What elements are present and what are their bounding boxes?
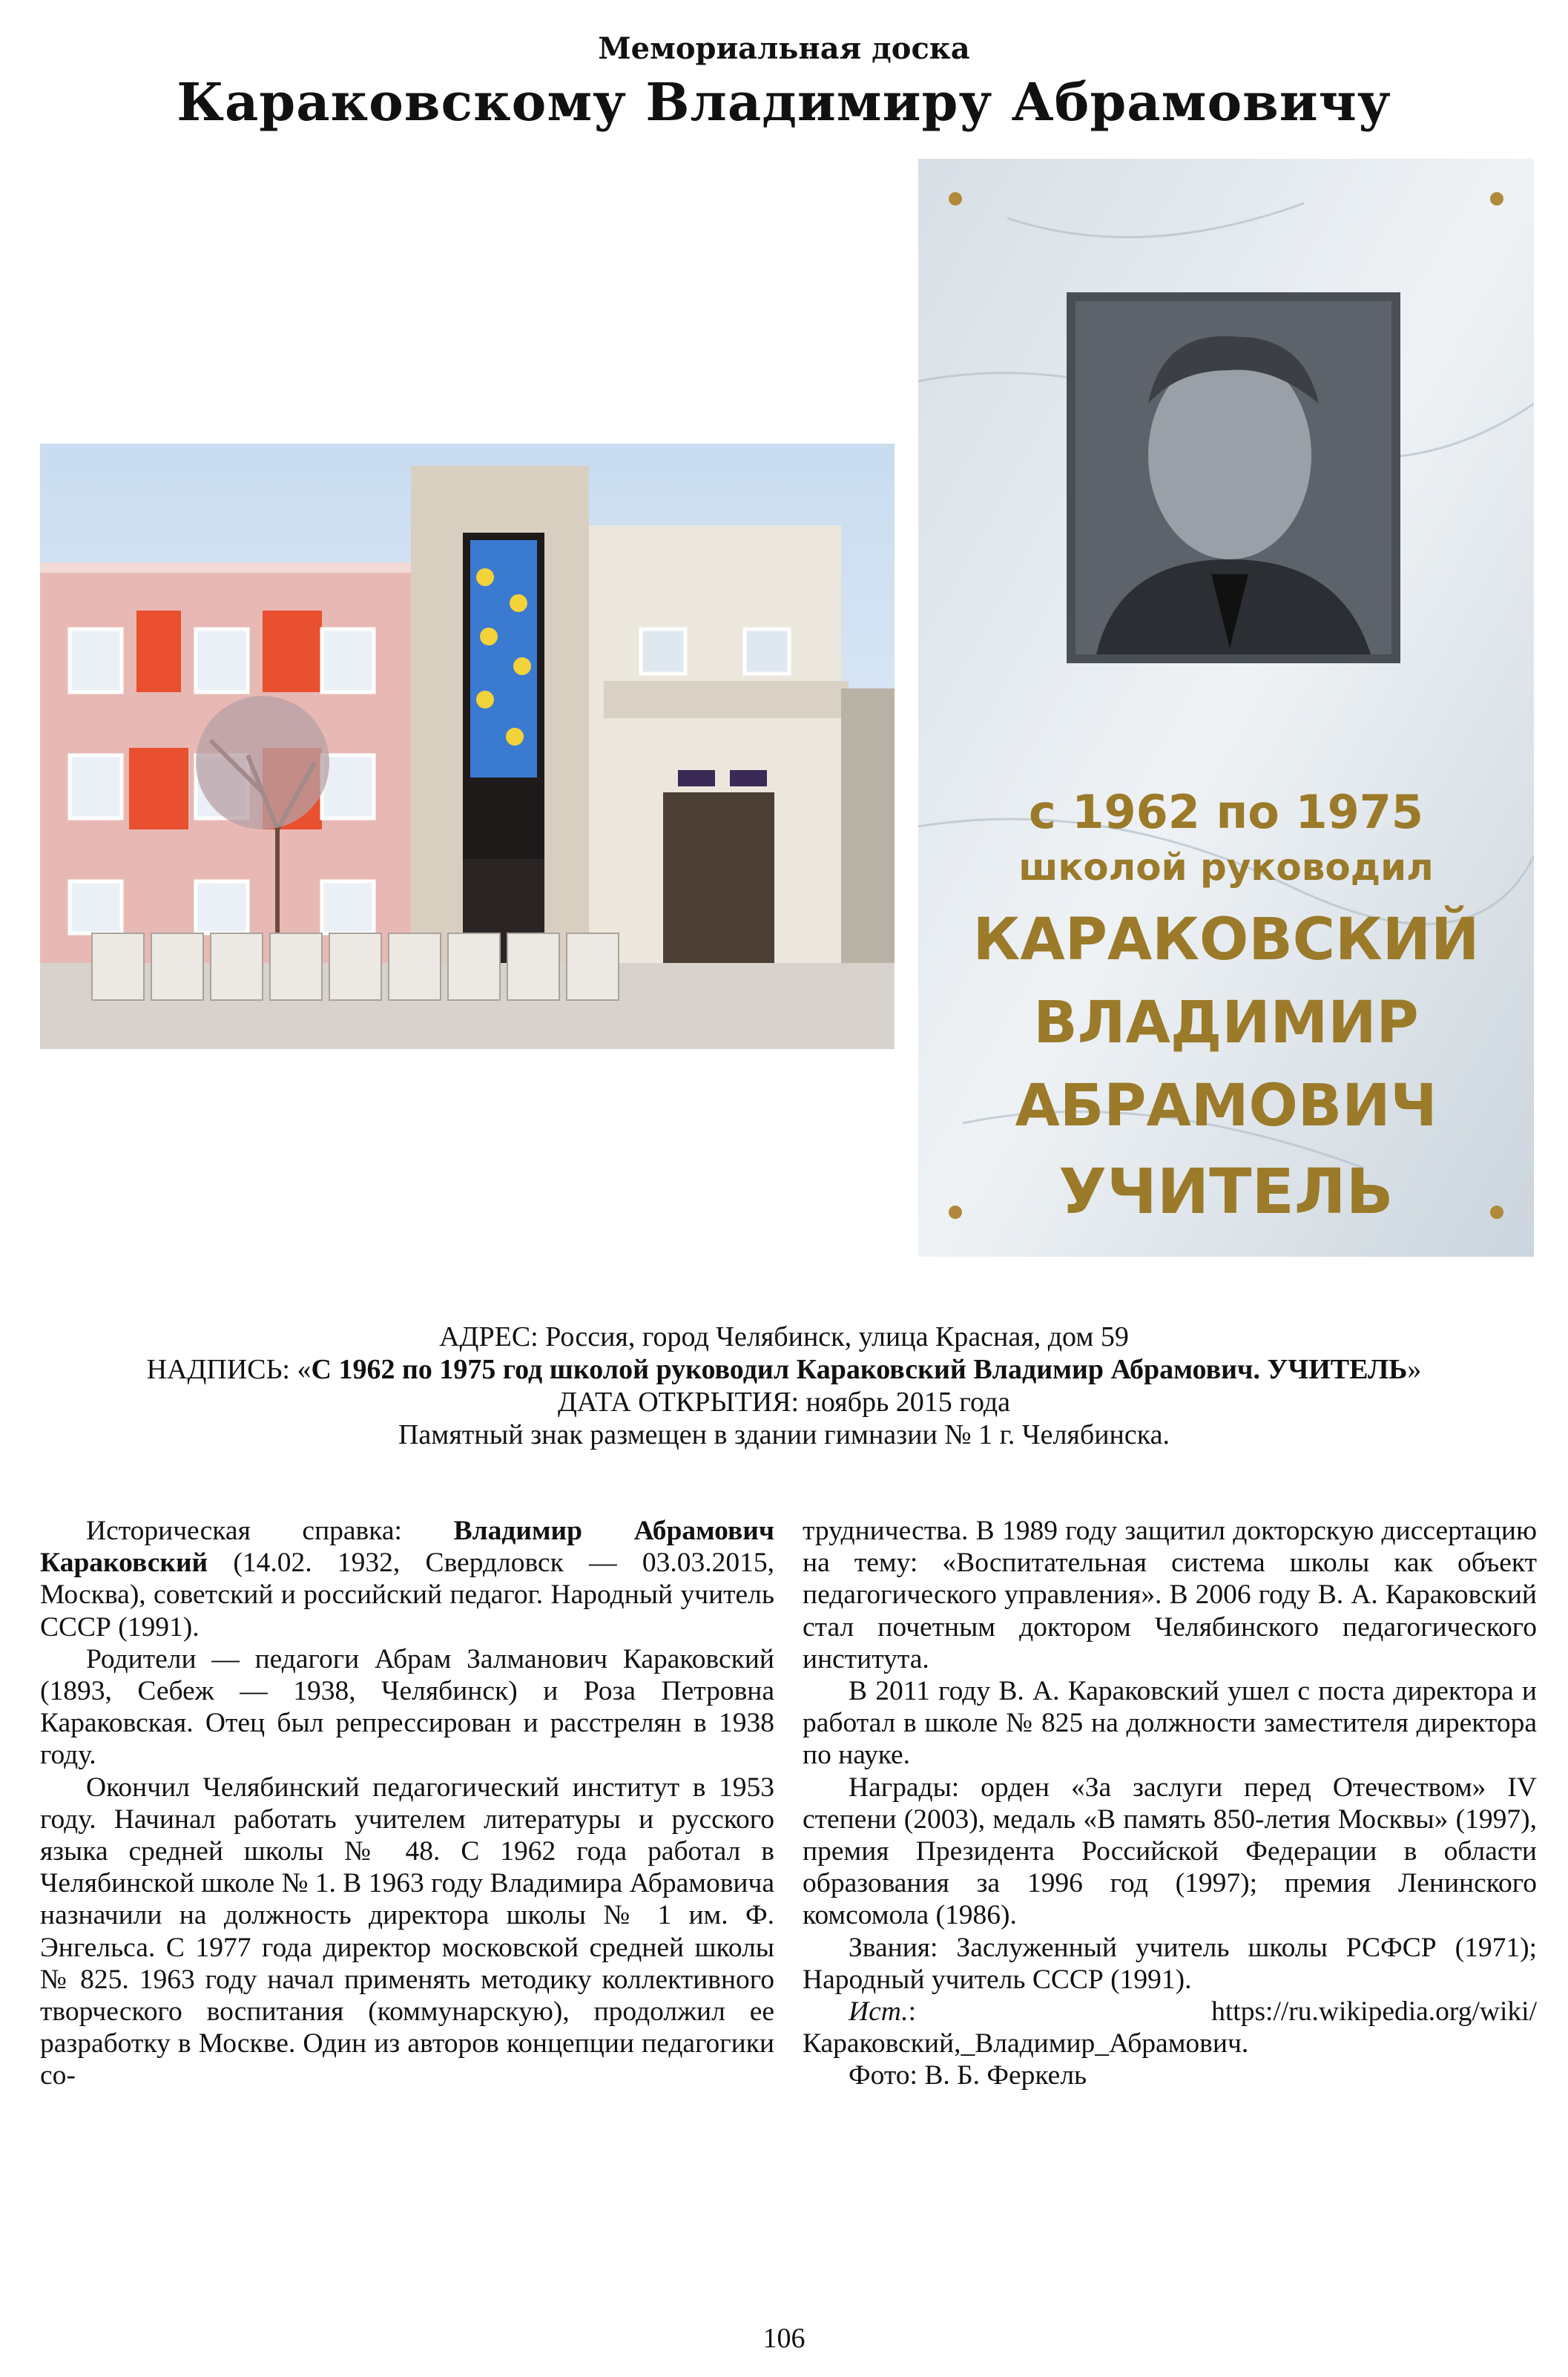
paragraph-source: [803, 1996, 1537, 2059]
history-rest: (14.02. 1932, Свердловск — 03.03.2015, Москва), советский и российский педагог. Народный учитель СССР (1991).: [40, 1548, 774, 1643]
inscription-text: С 1962 по 1975 год школой руководил Караковский Владимир Абрамович. УЧИТЕЛЬ: [311, 1354, 1408, 1385]
text-column-left: [40, 1515, 774, 2092]
paragraph-history: [40, 1515, 774, 1643]
source-label: Ист.: [849, 1996, 909, 2028]
paragraph-titles: Звания: Заслуженный учитель школы РСФСР (1971); Народный учитель СССР (1991).: [803, 1932, 1537, 1995]
paragraph-awards: Награды: орден «За заслуги перед Отечеством» IV степени (2003), медаль «В память 850-летия Москвы» (1997), премия Президента Российской Федерации в области образования за 1996 год (1997); премия Ленинского комсомола (1986).: [803, 1772, 1537, 1931]
plaque-line-firstname: ВЛАДИМИР: [1033, 990, 1419, 1056]
source-link[interactable]: : https://ru.wikipedia.org/wiki/Караковский,_Владимир_Абрамович.: [803, 1996, 1537, 2059]
opening-date-line: ДАТА ОТКРЫТИЯ: ноябрь 2015 года: [557, 1387, 1011, 1418]
paragraph-career-continued: трудничества. В 1989 году защитил докторскую диссертацию на тему: «Воспитательная система школы как объект педагогического управления». В 2006 году В. А. Караковский стал почетным доктором Челябинского педагогического института.: [803, 1516, 1537, 1674]
plaque-metadata: [0, 1321, 1568, 1451]
paragraph-2011: В 2011 году В. А. Караковский ушел с поста директора и работал в школе № 825 на должности заместителя директора по науке.: [803, 1676, 1537, 1771]
plaque-line-title: УЧИТЕЛЬ: [1058, 1155, 1394, 1228]
plaque-line-surname: КАРАКОВСКИЙ: [972, 907, 1480, 973]
memorial-plaque-photo: [918, 159, 1534, 1257]
school-building-illustration: [40, 444, 895, 1049]
plaque-inscription: [918, 785, 1534, 1228]
history-lead: Историческая справка:: [86, 1516, 454, 1546]
plaque-line-role: школой руководил: [1018, 846, 1434, 889]
inscription-line: [0, 1353, 1568, 1386]
school-building-photo: [40, 444, 895, 1049]
page-subtitle: Мемориальная доска: [598, 31, 970, 66]
inscription-label: НАДПИСЬ: «: [146, 1354, 312, 1385]
person-name: Владимир Абрамович Караковский: [40, 1516, 775, 1579]
address-line: АДРЕС: Россия, город Челябинск, улица Красная, дом 59: [439, 1321, 1129, 1352]
plaque-line-years: с 1962 по 1975: [1028, 785, 1424, 839]
paragraph-parents: Родители — педагоги Абрам Залманович Караковский (1893, Себеж — 1938, Челябинск) и Роза Петровна Караковская. Отец был репрессирован и расстрелян в 1938 году.: [40, 1643, 774, 1771]
text-column-right: [803, 1515, 1537, 2092]
page-title: Караковскому Владимиру Абрамовичу: [177, 71, 1391, 133]
paragraph-career: Окончил Челябинский педагогический институт в 1953 году. Начинал работать учителем литературы и русского языка средней школы № 48. С 1962 года работал в Челябинской школе № 1. В 1963 году Владимира Абрамовича назначили на должность директора школы № 1 им. Ф. Энгельса. С 1977 года директор московской средней школы № 825. 1963 году начал применять методику коллективного творческого воспитания (коммунарскую), продолжил ее разработку в Москве. Один из авторов концепции педагогики со-: [40, 1772, 774, 2091]
page-number: 106: [762, 2323, 806, 2354]
paragraph-photo-credit: Фото: В. Б. Феркель: [849, 2060, 1087, 2091]
plaque-line-patronymic: АБРАМОВИЧ: [1015, 1073, 1437, 1140]
location-line: Памятный знак размещен в здании гимназии № 1 г. Челябинска.: [398, 1419, 1170, 1450]
inscription-close: »: [1407, 1354, 1422, 1385]
